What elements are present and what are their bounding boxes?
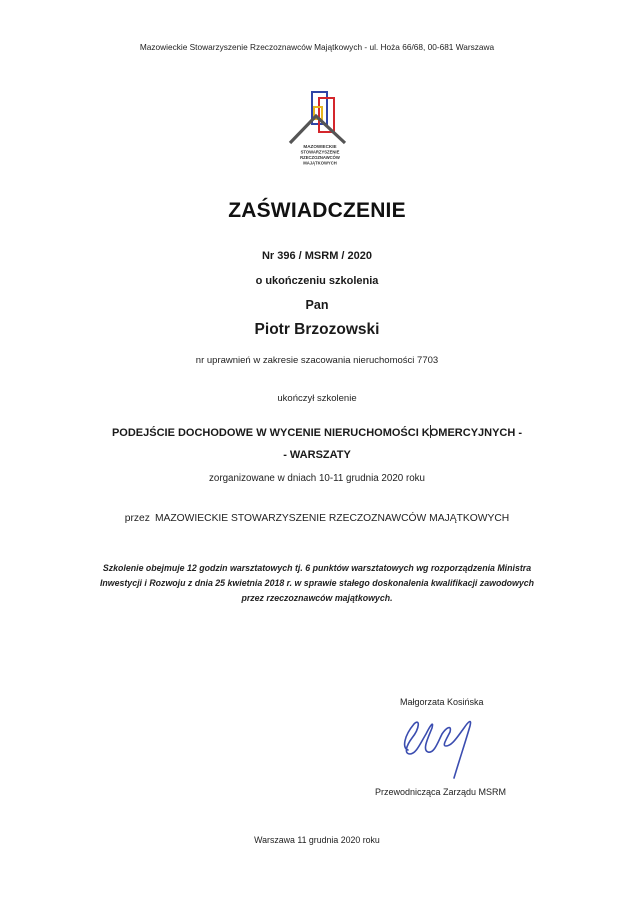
place-and-date: Warszawa 11 grudnia 2020 roku <box>254 835 380 845</box>
training-description <box>78 561 556 606</box>
organizer-prefix: przez <box>124 513 150 524</box>
salutation: Pan <box>305 298 329 312</box>
logo-text-line: RZECZOZNAWCÓW <box>300 155 340 160</box>
description-line: Inwestycji i Rozwoju z dnia 25 kwietnia 2018 r. w sprawie stałego doskonalenia kwalifikacji zawodowych <box>99 578 535 588</box>
description-line: Szkolenie obejmuje 12 godzin warsztatowych tj. 6 punktów warsztatowych wg rozporządzenia Ministra <box>102 563 532 573</box>
logo-text-line: MAJĄTKOWYCH <box>303 160 337 166</box>
organizer-name: MAZOWIECKIE STOWARZYSZENIE RZECZOZNAWCÓW MAJĄTKOWYCH <box>154 513 510 524</box>
training-dates: zorganizowane w dniach 10-11 grudnia 2020 roku <box>208 473 426 484</box>
signatory-role: Przewodnicząca Zarządu MSRM <box>375 787 507 797</box>
document-title: ZAŚWIADCZENIE <box>228 199 406 222</box>
recipient-name: Piotr Brzozowski <box>254 321 380 338</box>
course-title-line-2: - WARSZATY <box>283 449 351 461</box>
certificate-number: Nr 396 / MSRM / 2020 <box>261 250 373 262</box>
signatory-name: Małgorzata Kosińska <box>400 697 484 707</box>
course-title-text: PODEJŚCIE DOCHODOWE W WYCENIE NIERUCHOMOŚCI K <box>111 427 430 439</box>
description-line: przez rzeczoznawców majątkowych. <box>241 593 393 603</box>
letterhead: Mazowieckie Stowarzyszenie Rzeczoznawców Majątkowych - ul. Hoża 66/68, 00-681 Warszawa <box>139 42 495 52</box>
organizer-line <box>0 513 634 524</box>
logo-text-line: STOWARZYSZENIE <box>300 149 340 155</box>
handwritten-signature <box>398 714 478 784</box>
certificate-subtitle: o ukończeniu szkolenia <box>255 275 379 287</box>
license-number-line: nr uprawnień w zakresie szacowania nieruchomości 7703 <box>195 355 439 366</box>
logo-text-line: MAZOWIECKIE <box>303 144 337 149</box>
msrm-logo <box>284 86 356 168</box>
course-title-text: OMERCYJNYCH - <box>429 427 523 439</box>
course-title-line-1[interactable] <box>0 425 634 439</box>
completed-label: ukończył szkolenie <box>277 393 357 404</box>
logo-roof <box>290 116 345 143</box>
